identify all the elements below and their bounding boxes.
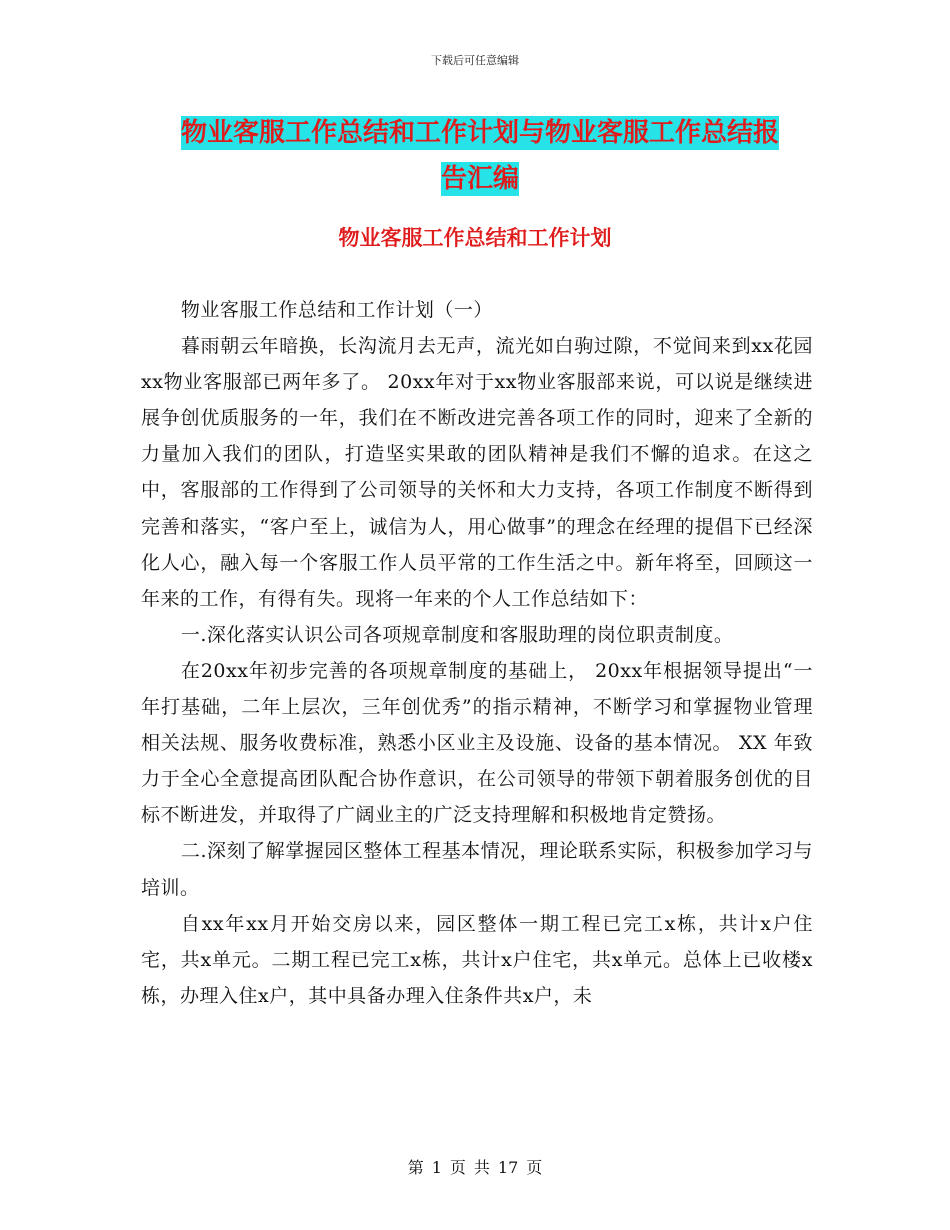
- page-footer: [0, 1155, 950, 1178]
- paragraph: 在20xx年初步完善的各项规章制度的基础上， 20xx年根据领导提出“一年打基础，二年上层次，三年创优秀”的指示精神，不断学习和掌握物业管理相关法规、服务收费标准，熟悉小区业主及设施、设备的基本情况。 XX 年致力于全心全意提高团队配合协作意识，在公司领导的带领下朝着服务创优的目标不断进发，并取得了广阔业主的广泛支持理解和积极地肯定赞扬。: [141, 659, 813, 827]
- paragraph-subtitle: 物业客服工作总结和工作计划（一）: [180, 299, 493, 321]
- paragraph-heading-2: 二.深刻了解掌握园区整体工程基本情况，理论联系实际，积极参加学习与培训。: [141, 840, 813, 899]
- document-title-line-2: 告汇编: [440, 164, 519, 194]
- footer-page-word: 页: [449, 1158, 466, 1177]
- header-note: 下载后可任意编辑: [431, 54, 519, 67]
- paragraph: 暮雨朝云年暗换，长沟流月去无声，流光如白驹过隙，不觉间来到xx花园xx物业客服部已两年多了。 20xx年对于xx物业客服部来说，可以说是继续进展争创优质服务的一年，我们在不断改进完善各项工作的同时，迎来了全新的力量加入我们的团队，打造坚实果敢的团队精神是我们不懈的追求。在这之中，客服部的工作得到了公司领导的关怀和大力支持，各项工作制度不断得到完善和落实，“客户至上，诚信为人，用心做事”的理念在经理的提倡下已经深化人心，融入每一个客服工作人员平常的工作生活之中。新年将至，回顾这一年来的工作，有得有失。现将一年来的个人工作总结如下：: [141, 335, 813, 610]
- section-title: 物业客服工作总结和工作计划: [338, 226, 612, 250]
- document-body: [141, 292, 813, 1014]
- document-title-line-1: 物业客服工作总结和工作计划与物业客服工作总结报: [180, 118, 779, 148]
- footer-total-word: 共: [473, 1158, 490, 1177]
- page-total: 17: [497, 1158, 519, 1177]
- page-number: 1: [431, 1158, 442, 1177]
- footer-suffix: 页: [526, 1158, 543, 1177]
- paragraph-heading-1: 一.深化落实认识公司各项规章制度和客服助理的岗位职责制度。: [180, 623, 734, 646]
- paragraph: 自xx年xx月开始交房以来，园区整体一期工程已完工x栋，共计x户住宅，共x单元。二期工程已完工x栋，共计x户住宅，共x单元。总体上已收楼x栋，办理入住x户，其中具备办理入住条件共x户，未: [141, 912, 813, 1007]
- document-title: [140, 110, 820, 202]
- footer-prefix: 第: [407, 1158, 424, 1177]
